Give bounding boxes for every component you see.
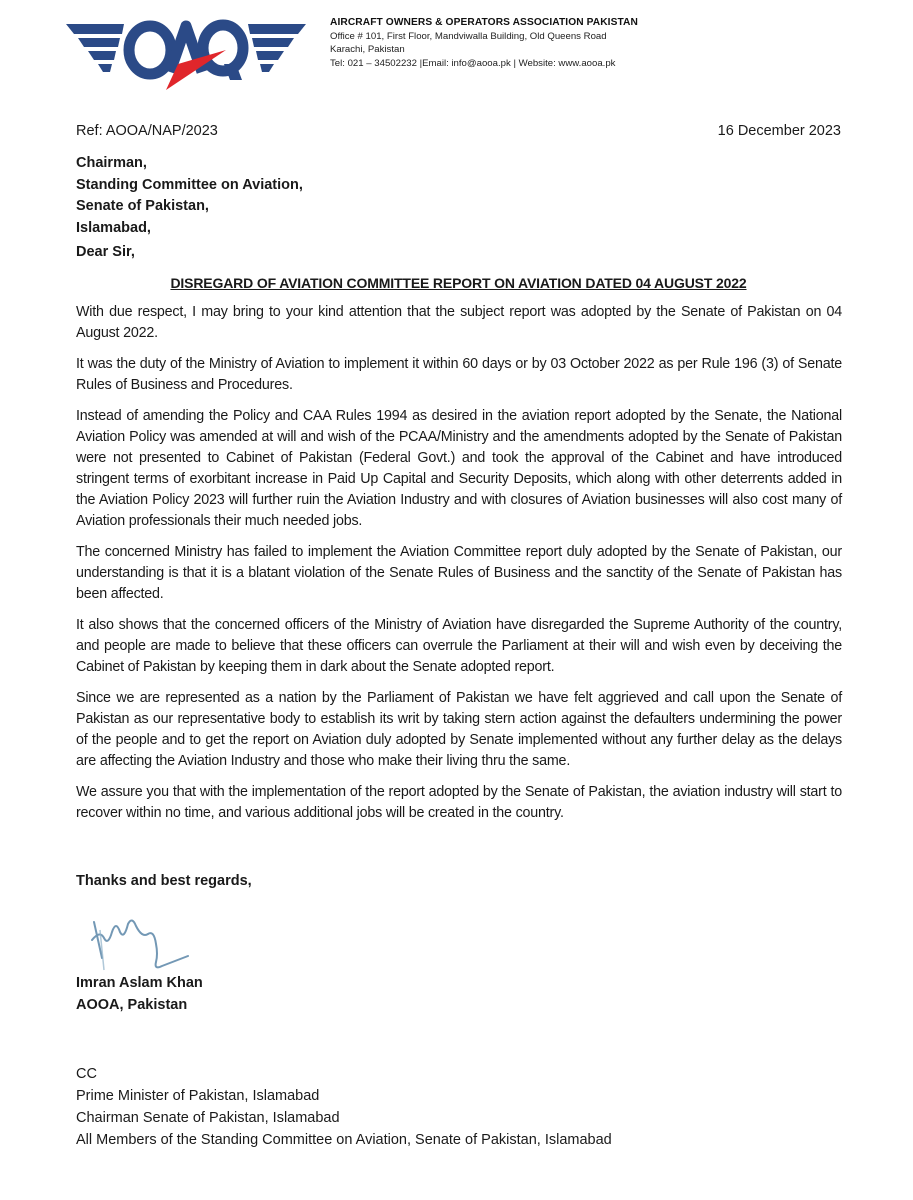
closing: Thanks and best regards, <box>76 873 252 889</box>
address-line-2: Karachi, Pakistan <box>330 44 405 55</box>
cc-recipient: All Members of the Standing Committee on Aviation, Senate of Pakistan, Islamabad <box>76 1132 612 1148</box>
subject-line: DISREGARD OF AVIATION COMMITTEE REPORT ON AVIATION DATED 04 AUGUST 2022 <box>170 275 747 291</box>
addressee-line: Chairman, <box>76 155 147 171</box>
salutation: Dear Sir, <box>76 244 135 260</box>
cc-label: CC <box>76 1066 97 1082</box>
body-paragraph: We assure you that with the implementation of the report adopted by the Senate of Pakistan, the aviation industry will start to recover within no time, and various additional jobs will be created in the country. <box>76 784 842 821</box>
contact-line: Tel: 021 – 34502232 |Email: info@aooa.pk | Website: www.aooa.pk <box>330 57 616 69</box>
addressee-block <box>76 153 303 239</box>
cc-recipient: Prime Minister of Pakistan, Islamabad <box>76 1088 320 1104</box>
addressee-line: Senate of Pakistan, <box>76 198 209 214</box>
addressee-line: Islamabad, <box>76 219 151 236</box>
signer-block <box>76 972 203 1016</box>
cc-block <box>76 1063 612 1151</box>
body-paragraph: Since we are represented as a nation by the Parliament of Pakistan we have felt aggrieved and call upon the Senate of Pakistan as our representative body to establish its writ by taking stern action against the defaulters undermining the power of the people and to get the report on Aviation duly adopted by Senate implemented without any further delay as the delays are affecting the Aviation Industry and those who make their living thru the same. <box>76 690 842 769</box>
addressee-line: Standing Committee on Aviation, <box>76 176 303 193</box>
letterhead <box>330 16 638 70</box>
aooa-logo-icon <box>66 12 306 92</box>
address-line-1: Office # 101, First Floor, Mandviwalla Building, Old Queens Road <box>330 30 607 42</box>
letter-body <box>76 302 842 834</box>
reference-number: Ref: AOOA/NAP/2023 <box>76 123 218 139</box>
handwritten-signature-icon <box>82 910 202 980</box>
body-paragraph: The concerned Ministry has failed to implement the Aviation Committee report duly adopted by the Senate of Pakistan, our understanding is that it is a blatant violation of the Senate Rules of Business and the sanctity of the Senate of Pakistan has been affected. <box>76 544 842 602</box>
body-paragraph: It was the duty of the Ministry of Aviation to implement it within 60 days or by 03 October 2022 as per Rule 196 (3) of Senate Rules of Business and Procedures. <box>76 356 842 393</box>
letter-date: 16 December 2023 <box>717 123 841 139</box>
cc-recipient: Chairman Senate of Pakistan, Islamabad <box>76 1110 340 1126</box>
body-paragraph: Instead of amending the Policy and CAA Rules 1994 as desired in the aviation report adopted by the Senate, the National Aviation Policy was amended at will and wish of the PCAA/Ministry and the amendments adopted by the Senate of Pakistan were not presented to Cabinet of Pakistan (Federal Govt.) and took the approval of the Cabinet and have introduced stringent terms of exorbitant increase in Paid Up Capital and Security Deposits, which along with other deterrents added in the Aviation Policy 2023 will further ruin the Aviation Industry and with closures of Aviation businesses will also cost many of Aviation professionals their much needed jobs. <box>76 408 842 529</box>
body-paragraph: It also shows that the concerned officers of the Ministry of Aviation have disregarded the Supreme Authority of the country, and people are made to believe that these officers can overrule the Parliament at their will and wish even by deceiving the Cabinet of Pakistan by keeping them in dark about the Senate adopted report. <box>76 617 842 675</box>
signer-organization: AOOA, Pakistan <box>76 997 188 1013</box>
body-paragraph: With due respect, I may bring to your kind attention that the subject report was adopted by the Senate of Pakistan on 04 August 2022. <box>76 304 842 341</box>
organization-name: AIRCRAFT OWNERS & OPERATORS ASSOCIATION PAKISTAN <box>330 17 638 28</box>
signer-name: Imran Aslam Khan <box>76 975 203 991</box>
